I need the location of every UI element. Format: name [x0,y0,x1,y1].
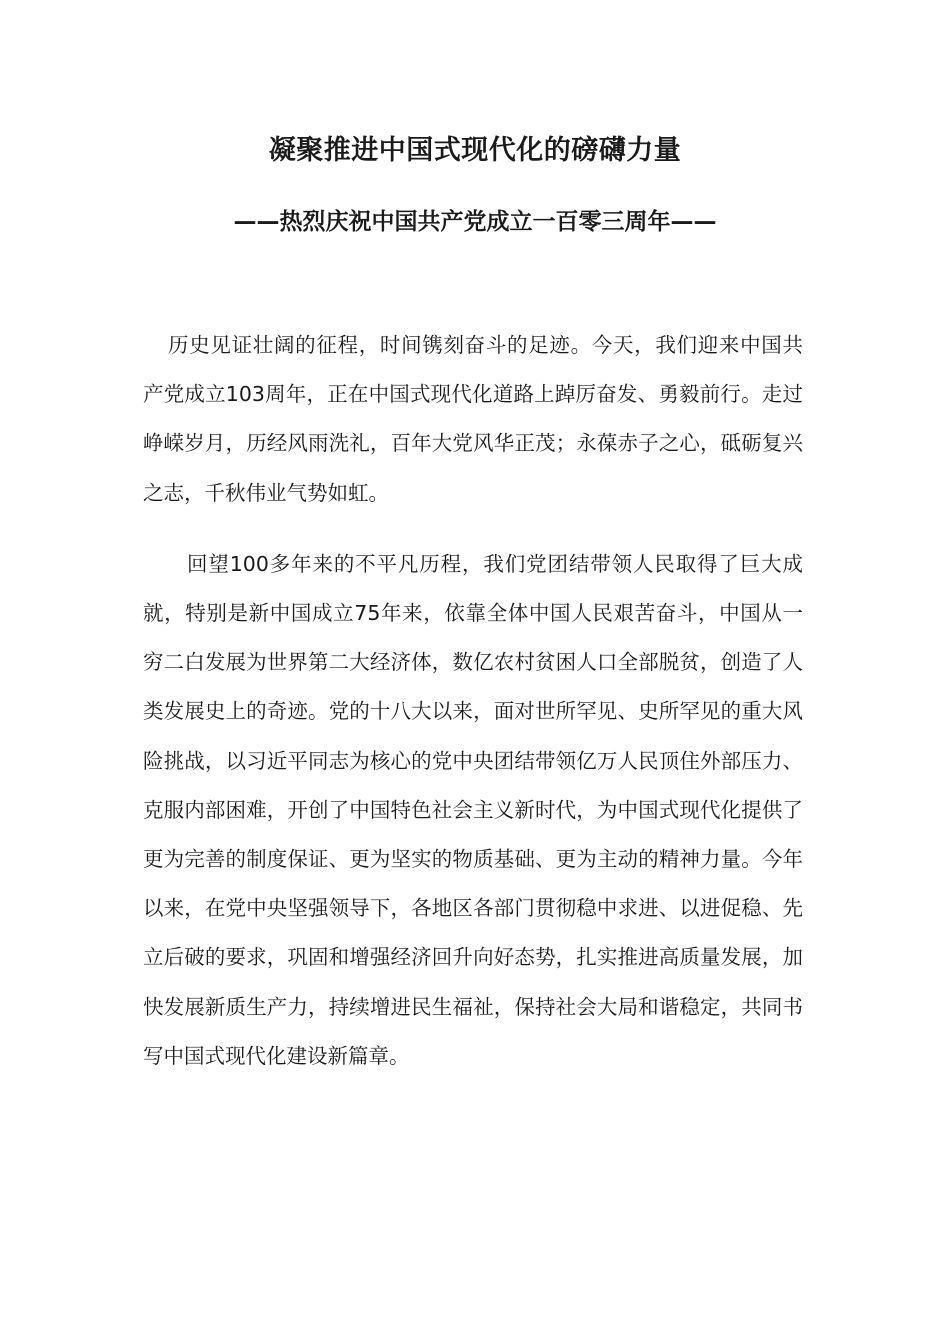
document-subtitle: ——热烈庆祝中国共产党成立一百零三周年—— [233,209,717,235]
paragraph-2: 回望100多年来的不平凡历程，我们党团结带领人民取得了巨大成就，特别是新中国成立75年来，依靠全体中国人民艰苦奋斗，中国从一穷二白发展为世界第二大经济体，数亿农村贫困人口全部脱贫，创造了人类发展史上的奇迹。党的十八大以来，面对世所罕见、史所罕见的重大风险挑战，以习近平同志为核心的党中央团结带领亿万人民顶住外部压力、克服内部困难，开创了中国特色社会主义新时代，为中国式现代化提供了更为完善的制度保证、更为坚实的物质基础、更为主动的精神力量。今年以来，在党中央坚强领导下，各地区各部门贯彻稳中求进、以进促稳、先立后破的要求，巩固和增强经济回升向好态势，扎实推进高质量发展，加快发展新质生产力，持续增进民生福祉，保持社会大局和谐稳定，共同书写中国式现代化建设新篇章。 [143,551,803,1068]
paragraph-1: 历史见证壮阔的征程，时间镌刻奋斗的足迹。今天，我们迎来中国共产党成立103周年，正在中国式现代化道路上踔厉奋发、勇毅前行。走过峥嵘岁月，历经风雨洗礼，百年大党风华正茂；永葆赤子之心，砥砺复兴之志，千秋伟业气势如虹。 [143,333,803,505]
document-body [143,321,803,1081]
document-title: 凝聚推进中国式现代化的磅礴力量 [268,135,682,166]
